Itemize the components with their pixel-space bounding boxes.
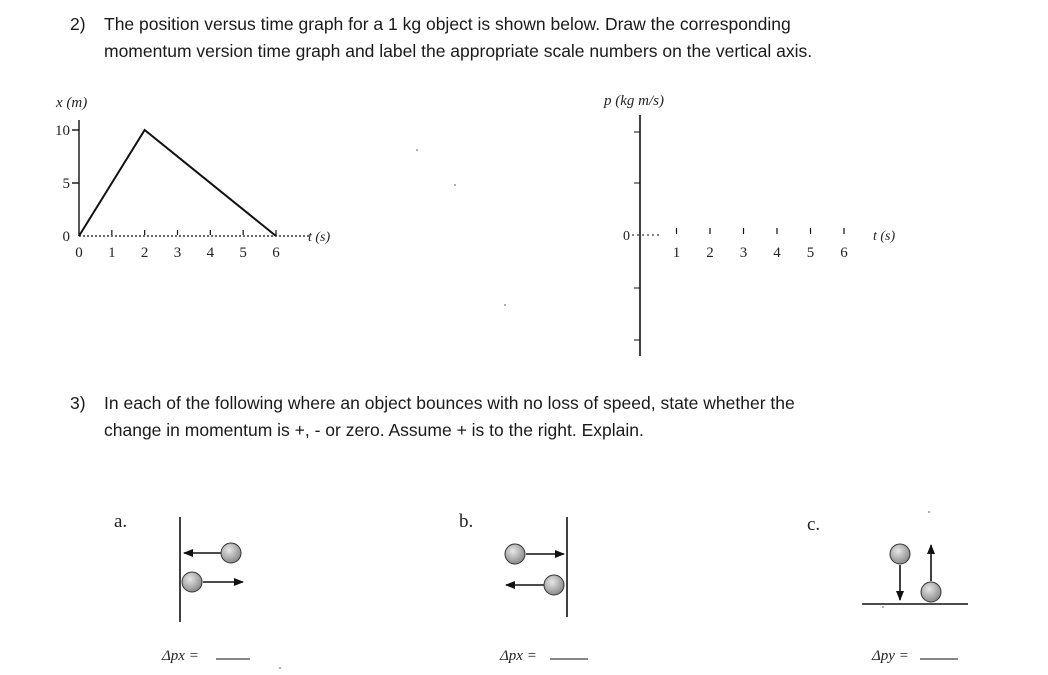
x-graph-x-tick-label: 4 — [206, 245, 215, 261]
x-graph-y-tick-label: 0 — [62, 229, 70, 245]
ball-icon — [221, 543, 241, 563]
part-c-answer-label: Δpy = — [872, 648, 909, 664]
x-graph-x-tick-label: 6 — [272, 245, 280, 261]
p-graph-x-tick-label: 2 — [706, 245, 714, 261]
p-graph-x-tick-label: 1 — [672, 245, 681, 261]
part-b-label: b. — [459, 511, 474, 532]
x-graph-x-tick-label: 1 — [108, 245, 116, 261]
momentum-time-graph — [603, 93, 896, 356]
question-3-line-1: In each of the following where an object bounces with no loss of speed, state whether the — [104, 393, 795, 413]
part-b-answer-label: Δpx = — [500, 648, 537, 664]
position-time-graph — [55, 95, 331, 261]
ball-icon — [505, 544, 525, 564]
x-graph-x-ticks — [75, 230, 280, 261]
x-graph-x-tick-label: 2 — [140, 245, 149, 261]
part-c-label: c. — [807, 514, 821, 535]
position-series-line — [79, 130, 276, 236]
p-graph-x-ticks — [673, 228, 849, 261]
x-graph-x-tick-label: 0 — [75, 245, 83, 261]
x-graph-y-tick-label: 10 — [55, 123, 70, 139]
ball-icon — [182, 572, 202, 592]
p-graph-ylabel: p (kg m/s) — [604, 93, 664, 109]
part-c-diagram — [807, 514, 968, 664]
x-graph-x-tick-label: 3 — [173, 245, 182, 261]
ball-icon — [921, 582, 941, 602]
p-graph-zero-label: 0 — [623, 229, 630, 244]
question-3-line-2: change in momentum is +, - or zero. Assume + is to the right. Explain. — [104, 420, 644, 440]
p-graph-x-tick-label: 4 — [773, 245, 781, 261]
part-a-label: a. — [114, 511, 128, 532]
x-graph-y-ticks — [55, 123, 79, 245]
p-graph-x-tick-label: 6 — [840, 245, 848, 261]
x-graph-y-tick-label: 5 — [62, 176, 70, 192]
p-graph-x-tick-label: 5 — [806, 245, 815, 261]
question-2-line-1: The position versus time graph for a 1 kg object is shown below. Draw the corresponding — [104, 14, 791, 34]
question-2-line-2: momentum version time graph and label the appropriate scale numbers on the vertical axis. — [104, 41, 813, 61]
p-graph-x-tick-label: 3 — [739, 245, 748, 261]
scan-specks — [279, 149, 930, 669]
question-3-number: 3) — [70, 393, 86, 413]
part-a-diagram — [114, 511, 250, 664]
x-graph-x-tick-label: 5 — [239, 245, 247, 261]
part-a-answer-label: Δpx = — [162, 648, 199, 664]
x-graph-ylabel: x (m) — [56, 95, 88, 111]
question-2-number: 2) — [70, 14, 86, 34]
part-b-diagram — [459, 511, 588, 664]
x-graph-xlabel: t (s) — [308, 230, 331, 245]
ball-icon — [890, 544, 910, 564]
ball-icon — [544, 575, 564, 595]
p-graph-xlabel: t (s) — [873, 229, 896, 244]
